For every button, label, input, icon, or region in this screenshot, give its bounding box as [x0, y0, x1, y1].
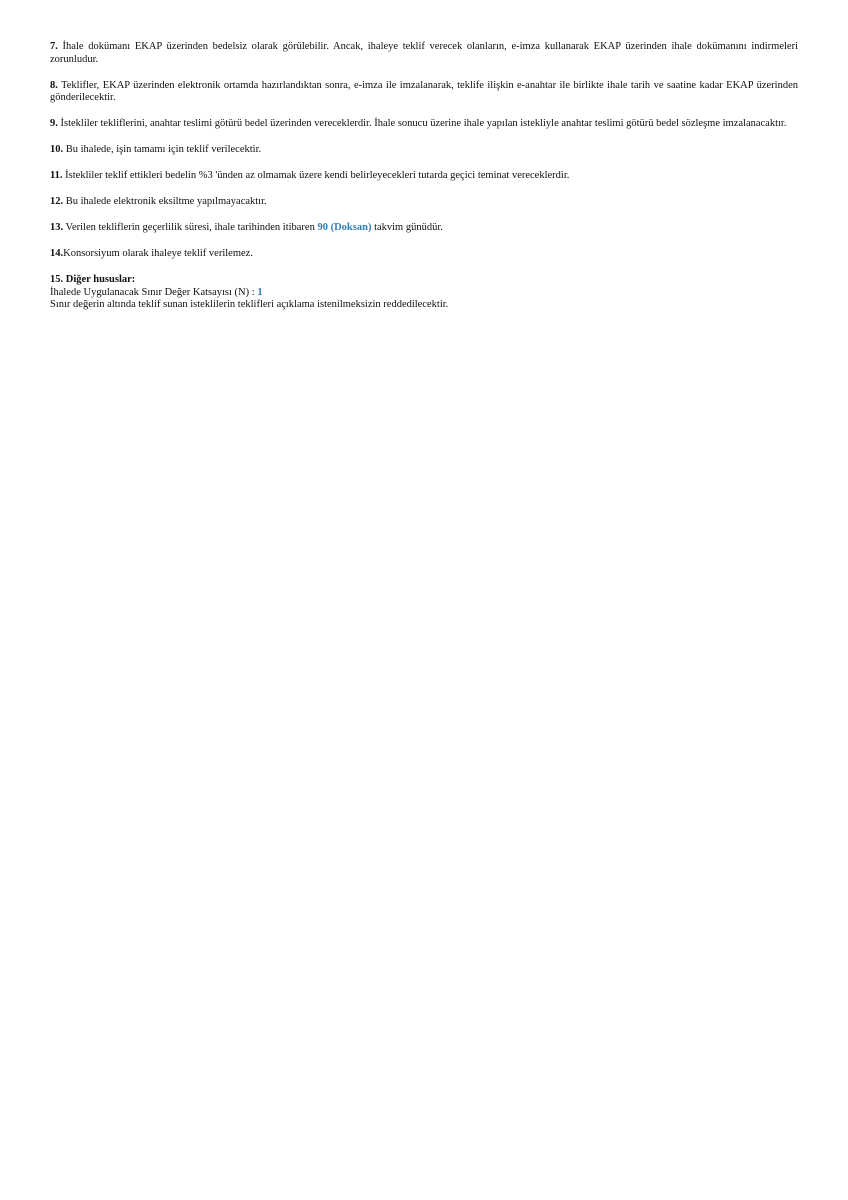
item-9	[50, 118, 798, 131]
item-number: 12.	[50, 196, 64, 207]
item-number: 14.	[50, 248, 64, 259]
item-10	[50, 144, 798, 157]
item-7	[50, 41, 798, 66]
item-14	[50, 248, 798, 261]
item-number: 10.	[50, 144, 64, 155]
limit-coefficient-label: İhalede Uygulanacak Sınır Değer Katsayısı (N) :	[50, 286, 258, 298]
item-8	[50, 80, 798, 105]
validity-period-value: 90 (Doksan)	[317, 222, 372, 233]
item-number: 7.	[50, 41, 58, 52]
item-15-heading: 15. Diğer hususlar:	[50, 274, 136, 285]
item-text: İhale dokümanı EKAP üzerinden bedelsiz olarak görülebilir. Ancak, ihaleye teklif verecek olanların, e-imza kullanarak EKAP üzerinden ihale dokümanını indirmeleri zorunludur.	[50, 41, 798, 65]
item-number: 11.	[50, 170, 63, 181]
item-text: İstekliler tekliflerini, anahtar teslimi götürü bedel üzerinden vereceklerdir. İhale sonucu üzerine ihale yapılan istekliyle anahtar teslimi götürü bedel sözleşme imzalanacaktır.	[57, 118, 787, 129]
item-number: 9.	[50, 118, 58, 129]
item-number: 8.	[50, 79, 58, 91]
item-15	[50, 274, 798, 312]
limit-coefficient-line	[50, 287, 798, 300]
rejection-note: Sınır değerin altında teklif sunan isteklilerin teklifleri açıklama istenilmeksizin reddedilecektir.	[50, 299, 449, 310]
item-text: Bu ihalede elektronik eksiltme yapılmayacaktır.	[63, 196, 267, 207]
item-text: Konsorsiyum olarak ihaleye teklif verilemez.	[63, 248, 253, 259]
limit-coefficient-value: 1	[257, 286, 263, 298]
item-text-after: takvim günüdür.	[371, 222, 443, 233]
item-text: Bu ihalede, işin tamamı için teklif verilecektir.	[63, 144, 262, 155]
item-13	[50, 222, 798, 235]
item-text-before: Verilen tekliflerin geçerlilik süresi, ihale tarihinden itibaren	[63, 222, 318, 233]
document-page	[50, 41, 798, 312]
item-11	[50, 170, 798, 183]
item-number: 13.	[50, 222, 64, 233]
item-text: Teklifler, EKAP üzerinden elektronik ortamda hazırlandıktan sonra, e-imza ile imzalanarak, teklife ilişkin e-anahtar ile birlikte ihale tarih ve saatine kadar EKAP üzerinden gönderilecektir.	[50, 79, 798, 103]
item-12	[50, 196, 798, 209]
item-text: İstekliler teklif ettikleri bedelin %3 'ünden az olmamak üzere kendi belirleyecekleri tutarda geçici teminat vereceklerdir.	[62, 170, 570, 181]
